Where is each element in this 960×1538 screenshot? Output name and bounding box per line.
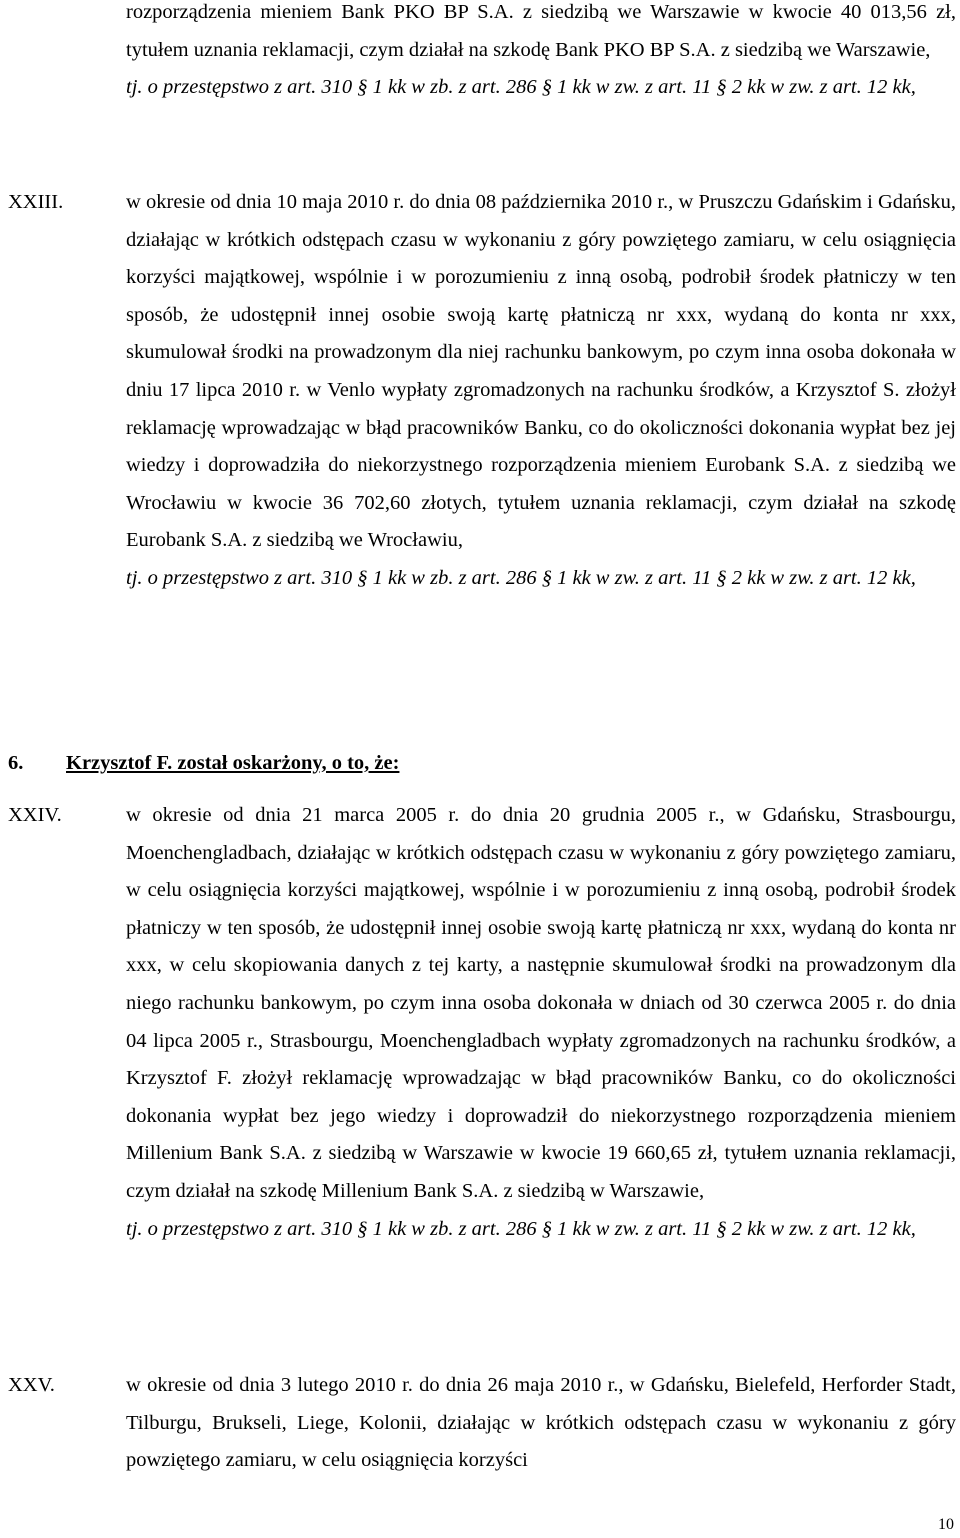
charge-marker-xxiii: XXIII. (8, 191, 64, 213)
charge-xxv-block (126, 1367, 956, 1480)
intro-block (126, 0, 956, 107)
charge-xxiv-text: w okresie od dnia 21 marca 2005 r. do dnia 20 grudnia 2005 r., w Gdańsku, Strasbourgu, Moenchengladbach, działając w krótkich odstępach czasu w wykonaniu z góry powziętego zamiaru, w celu osiągnięcia korzyści majątkowej, wspólnie i w porozumieniu z inną osobą, podrobił środek płatniczy w ten sposób, że udostępnił innej osobie swoją kartę płatniczą nr xxx, wydaną do konta nr xxx, w celu skopiowania danych z tej karty, a następnie skumulował środki na prowadzonym dla niego rachunku bankowym, po czym inna osoba dokonała w dniach od 30 czerwca 2005 r. do dnia 04 lipca 2005 r., Strasbourgu, Moenchengladbach wypłaty zgromadzonych na rachunku środków, a Krzysztof F. złożył reklamację wprowadzając w błąd pracowników Banku, co do okoliczności dokonania wypłat bez jego wiedzy i doprowadził do niekorzystnego rozporządzenia mieniem Millenium Bank S.A. z siedzibą w Warszawie w kwocie 19 660,65 zł, tytułem uznania reklamacji, czym działał na szkodę Millenium Bank S.A. z siedzibą w Warszawie, (126, 804, 956, 1202)
section-title: Krzysztof F. został oskarżony, o to, że: (66, 752, 400, 774)
charge-marker-xxiv: XXIV. (8, 804, 62, 826)
section-number: 6. (8, 752, 24, 774)
charge-xxiii-block (126, 184, 956, 598)
charge-marker-xxv: XXV. (8, 1374, 55, 1396)
section-heading (8, 745, 399, 783)
intro-text: rozporządzenia mieniem Bank PKO BP S.A. z siedzibą we Warszawie w kwocie 40 013,56 zł, tytułem uznania reklamacji, czym działał na szkodę Bank PKO BP S.A. z siedzibą we Warszawie, (126, 1, 956, 61)
charge-xxiii-text: w okresie od dnia 10 maja 2010 r. do dnia 08 października 2010 r., w Pruszczu Gdańskim i Gdańsku, działając w krótkich odstępach czasu w wykonaniu z góry powziętego zamiaru, w celu osiągnięcia korzyści majątkowej, wspólnie i w porozumieniu z inną osobą, podrobił środek płatniczy w ten sposób, że udostępnił innej osobie swoją kartę płatniczą nr xxx, wydaną do konta nr xxx, skumulował środki na prowadzonym dla niej rachunku bankowym, po czym inna osoba dokonała w dniu 17 lipca 2010 r. w Venlo wypłaty zgromadzonych na rachunku środków, a Krzysztof S. złożył reklamację wprowadzając w błąd pracowników Banku, co do okoliczności dokonania wypłat bez jej wiedzy i doprowadziła do niekorzystnego rozporządzenia mieniem Eurobank S.A. z siedzibą we Wrocławiu w kwocie 36 702,60 złotych, tytułem uznania reklamacji, czym działał na szkodę Eurobank S.A. z siedzibą we Wrocławiu, (126, 191, 956, 552)
intro-qualification: tj. o przestępstwo z art. 310 § 1 kk w zb. z art. 286 § 1 kk w zw. z art. 11 § 2 kk w zw. z art. 12 kk, (126, 76, 916, 99)
charge-xxv-text: w okresie od dnia 3 lutego 2010 r. do dnia 26 maja 2010 r., w Gdańsku, Bielefeld, Herforder Stadt, Tilburgu, Brukseli, Liege, Kolonii, działając w krótkich odstępach czasu w wykonaniu z góry powziętego zamiaru, w celu osiągnięcia korzyści (126, 1374, 956, 1472)
page-number: 10 (938, 1516, 954, 1533)
charge-xxiv-block (126, 797, 956, 1248)
charge-xxiv-qualification: tj. o przestępstwo z art. 310 § 1 kk w zb. z art. 286 § 1 kk w zw. z art. 11 § 2 kk w zw. z art. 12 kk, (126, 1217, 916, 1240)
charge-xxiii-qualification: tj. o przestępstwo z art. 310 § 1 kk w zb. z art. 286 § 1 kk w zw. z art. 11 § 2 kk w zw. z art. 12 kk, (126, 566, 916, 589)
